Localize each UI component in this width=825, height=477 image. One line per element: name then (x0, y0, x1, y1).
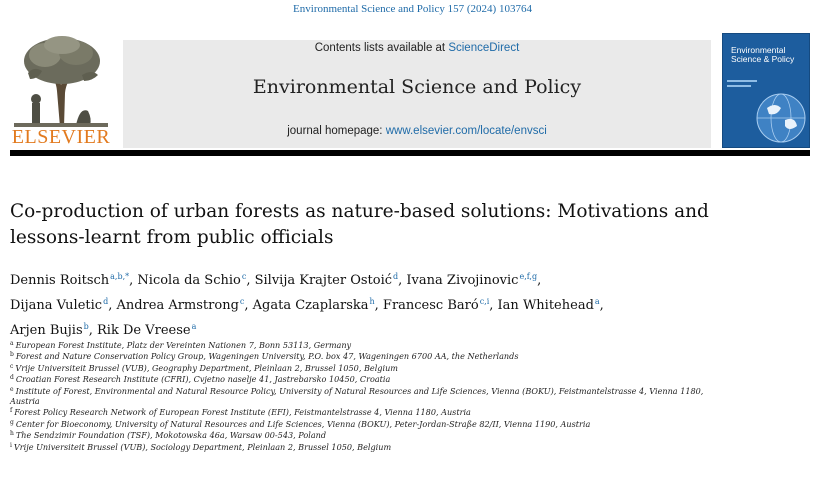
author-entry (116, 298, 244, 313)
author-name[interactable]: Andrea Armstrong (116, 298, 239, 313)
affiliation-item (10, 429, 710, 440)
author-name[interactable]: Nicola da Schio (137, 273, 241, 288)
affiliation-text: Forest and Nature Conservation Policy Group, Wageningen University, P.O. box 47, Wageningen 6700 AA, the Netherlands (15, 351, 519, 362)
author-affiliation-marker[interactable]: b (83, 322, 89, 331)
contents-prefix: Contents lists available at (314, 42, 449, 54)
affiliation-text: Croatian Forest Research Institute (CFRI), Cvjetno naselje 41, Jastrebarsko 10450, Croatia (15, 374, 391, 385)
journal-cover-thumbnail[interactable] (722, 33, 810, 148)
affiliation-label: b (10, 351, 14, 359)
author-entry (137, 273, 246, 288)
author-name[interactable]: Arjen Bujis (10, 323, 83, 338)
affiliation-text: The Sendzimir Foundation (TSF), Mokotowska 46a, Warsaw 00-543, Poland (15, 430, 327, 441)
homepage-link[interactable]: www.elsevier.com/locate/envsci (385, 125, 547, 137)
affiliation-text: European Forest Institute, Platz der Vereinten Nationen 7, Bonn 53113, Germany (15, 340, 352, 350)
affiliation-label: e (10, 385, 14, 393)
homepage-line (123, 125, 711, 137)
author-affiliation-marker[interactable]: c,i (479, 297, 490, 306)
author-name[interactable]: Ivana Zivojinovic (406, 273, 519, 288)
author-entry (10, 298, 108, 313)
author-name[interactable]: Dennis Roitsch (10, 273, 110, 288)
affiliation-label: d (10, 374, 14, 382)
affiliation-text: Vrije Universiteit Brussel (VUB), Sociology Department, Pleinlaan 2, Brussel 1050, Belgium (13, 441, 392, 452)
author-affiliation-marker[interactable]: a,b,* (110, 272, 130, 281)
affiliation-label: g (10, 418, 14, 426)
author-entry (10, 323, 89, 338)
sciencedirect-link[interactable]: ScienceDirect (448, 42, 520, 54)
elsevier-logo[interactable] (10, 33, 112, 149)
affiliation-item (10, 441, 710, 452)
affiliation-item (10, 418, 710, 429)
affiliation-label: a (10, 340, 14, 347)
affiliation-list (10, 339, 710, 452)
affiliation-item (10, 373, 710, 384)
affiliation-item (10, 406, 710, 417)
author-affiliation-marker[interactable]: c (241, 272, 247, 281)
author-name[interactable]: Dijana Vuletic (10, 298, 103, 313)
journal-citation-link[interactable]: Environmental Science and Policy 157 (2024) 103764 (293, 3, 532, 15)
affiliation-label: f (10, 407, 13, 415)
author-name[interactable]: Ian Whitehead (497, 298, 594, 313)
affiliation-text: Center for Bioeconomy, University of Natural Resources and Life Sciences, Vienna (BOKU), Peter-Jordan-Straße 82/II, Vienna 1190, Austria (15, 418, 591, 429)
journal-banner (123, 40, 711, 148)
author-affiliation-marker[interactable]: d (103, 297, 109, 306)
affiliation-label: i (10, 441, 12, 449)
author-entry (10, 273, 129, 288)
author-entry (255, 273, 399, 288)
affiliation-item (10, 362, 710, 373)
header-rule (10, 150, 810, 156)
contents-line (123, 42, 711, 54)
author-affiliation-marker[interactable]: a (594, 297, 600, 306)
author-affiliation-marker[interactable]: h (369, 297, 375, 306)
author-entry (406, 273, 537, 288)
author-affiliation-marker[interactable]: c (239, 297, 245, 306)
affiliation-label: c (10, 362, 14, 370)
author-name[interactable]: Agata Czaplarska (252, 298, 369, 313)
author-affiliation-marker[interactable]: a (191, 322, 197, 331)
author-name[interactable]: Silvija Krajter Ostoić (254, 273, 393, 288)
affiliation-item (10, 350, 710, 361)
author-name[interactable]: Rik De Vreese (97, 323, 191, 338)
affiliation-text: Forest Policy Research Network of European Forest Institute (EFI), Feistmantelstrasse 4, Vienna 1180, Austria (14, 407, 471, 418)
author-entry (253, 298, 375, 313)
journal-title: Environmental Science and Policy (252, 76, 582, 98)
author-name[interactable]: Francesc Baró (382, 298, 479, 313)
affiliation-text: Vrije Universiteit Brussel (VUB), Geography Department, Pleinlaan 2, Brussel 1050, Belgium (15, 362, 398, 373)
affiliation-text: Institute of Forest, Environmental and Natural Resource Policy, University of Natural Resources and Life Sciences, Vienna (BOKU), Feistmantelstrasse 4, Vienna 1180, Austria (10, 385, 704, 407)
author-affiliation-marker[interactable]: e,f,g (519, 272, 538, 281)
affiliation-item (10, 339, 710, 350)
elsevier-wordmark: ELSEVIER (11, 126, 111, 148)
author-affiliation-marker[interactable]: d (393, 272, 399, 281)
cover-journal-title: Environmental Science & Policy (731, 45, 795, 64)
affiliation-item (10, 385, 710, 407)
author-list: Dennis Roitsch$^{a,b,*}$, Nicola da Schio$^c$, Silvija Krajter Ostoić$^d$, Ivana Zivojinovic$^{e,f,g}$, Dijana Vuletic$^d$, Andrea Armstrong$^c$, Agata Czaplarska$^h$, Francesc Baró$^{c,i}$, Ian Whitehead$^a$, Arjen Bujis$^b$, Rik De Vreese$^a$ (10, 272, 604, 338)
affiliation-label: h (10, 430, 14, 438)
author-entry (383, 298, 489, 313)
article-title: Co-production of urban forests as nature-based solutions: Motivations and lessons-learnt from public officials (10, 201, 709, 248)
author-entry (97, 323, 196, 338)
homepage-prefix: journal homepage: (287, 125, 386, 137)
author-entry (498, 298, 600, 313)
elsevier-tree-icon (10, 33, 112, 129)
